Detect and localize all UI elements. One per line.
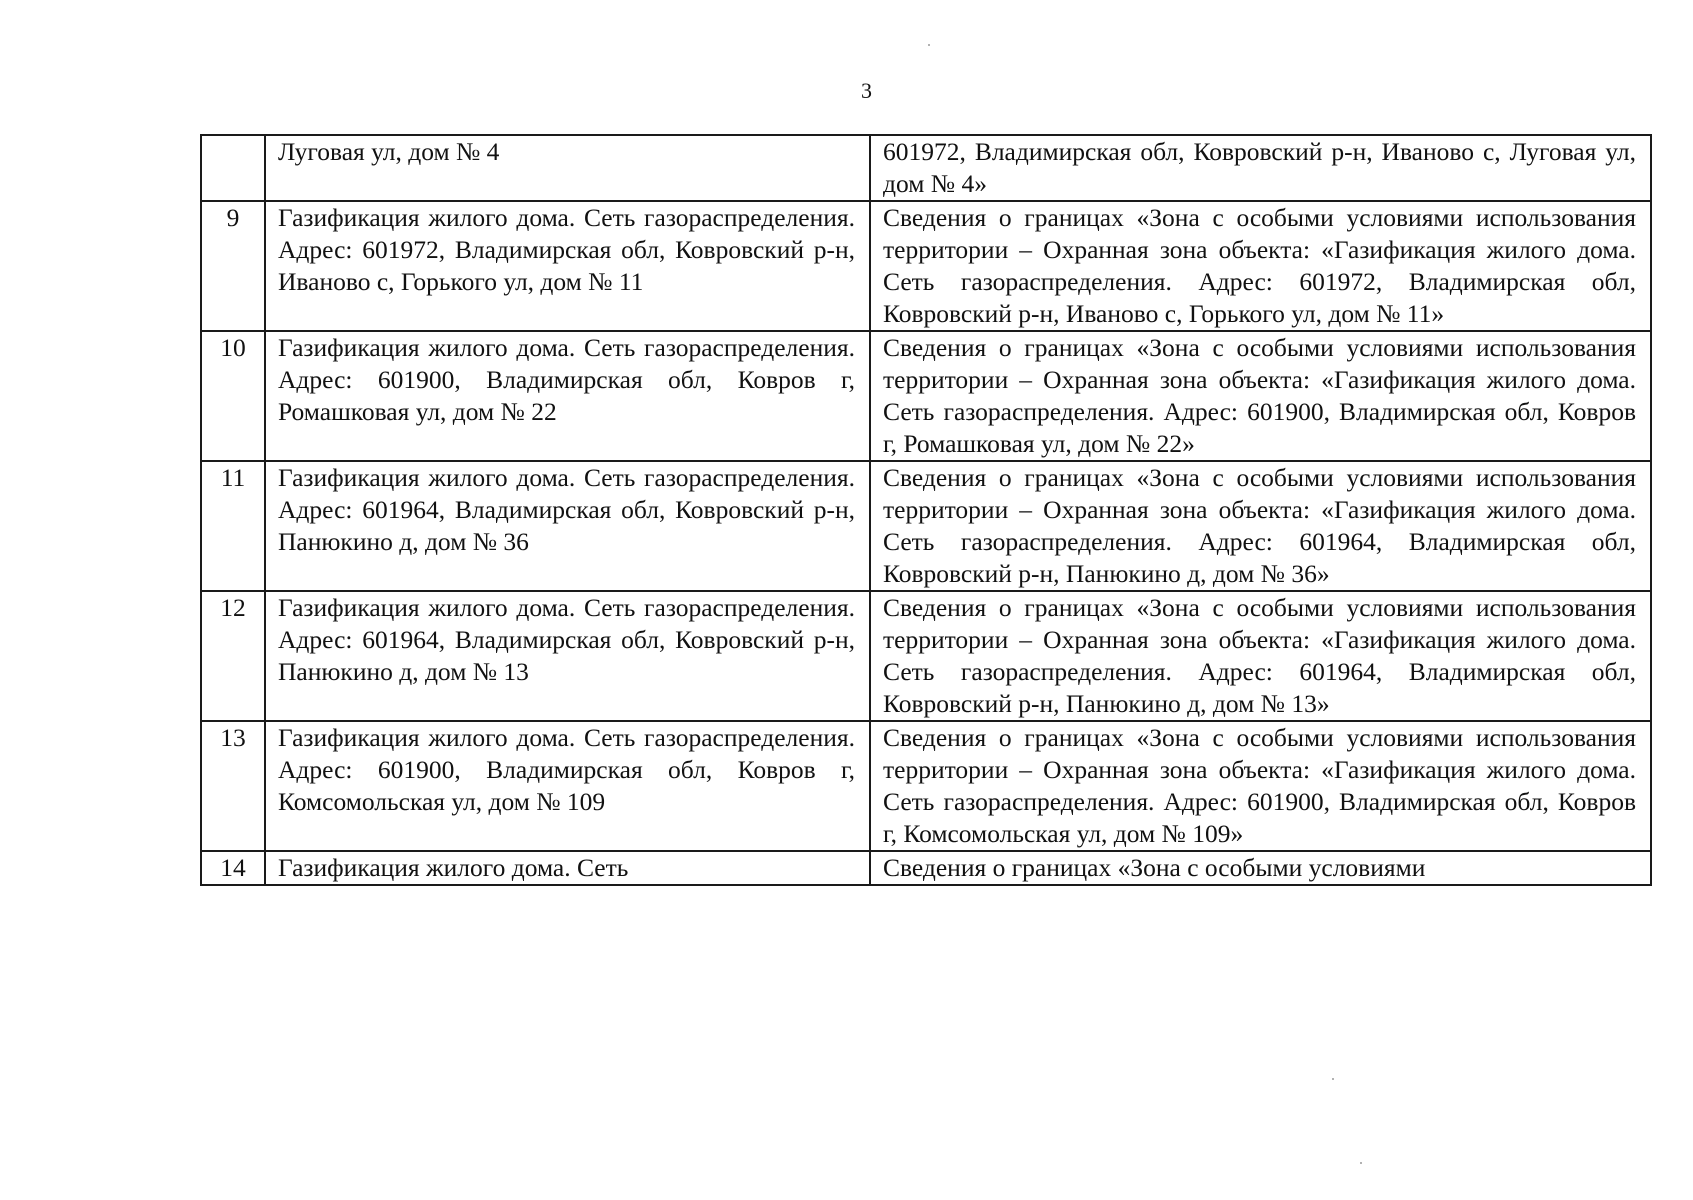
table-row [201, 331, 1651, 461]
page-number: 3 [861, 78, 872, 103]
zone-info-cell: 601972, Владимирская обл, Ковровский р-н, Иваново с, Луговая ул, дом № 4» [870, 135, 1651, 201]
table-row [201, 201, 1651, 331]
row-number-cell: 10 [201, 331, 265, 461]
zones-table [200, 134, 1652, 886]
table-row [201, 721, 1651, 851]
row-number-cell: 12 [201, 591, 265, 721]
table-row [201, 135, 1651, 201]
scan-speck [1332, 1078, 1334, 1080]
row-number-cell: 14 [201, 851, 265, 885]
row-number-cell: 11 [201, 461, 265, 591]
table-row [201, 461, 1651, 591]
zone-info-cell: Сведения о границах «Зона с особыми условиями использования территории – Охранная зона объекта: «Газификация жилого дома. Сеть газораспределения. Адрес: 601964, Владимирская обл, Ковровский р-н, Панюкино д, дом № 36» [870, 461, 1651, 591]
object-cell: Луговая ул, дом № 4 [265, 135, 870, 201]
object-cell: Газификация жилого дома. Сеть газораспределения. Адрес: 601900, Владимирская обл, Ковров г, Комсомольская ул, дом № 109 [265, 721, 870, 851]
table-row [201, 851, 1651, 885]
object-cell: Газификация жилого дома. Сеть газораспределения. Адрес: 601964, Владимирская обл, Ковровский р-н, Панюкино д, дом № 13 [265, 591, 870, 721]
row-number-cell [201, 135, 265, 201]
table-row [201, 591, 1651, 721]
zone-info-cell: Сведения о границах «Зона с особыми условиями использования территории – Охранная зона объекта: «Газификация жилого дома. Сеть газораспределения. Адрес: 601964, Владимирская обл, Ковровский р-н, Панюкино д, дом № 13» [870, 591, 1651, 721]
zone-info-cell: Сведения о границах «Зона с особыми условиями [870, 851, 1651, 885]
zone-info-cell: Сведения о границах «Зона с особыми условиями использования территории – Охранная зона объекта: «Газификация жилого дома. Сеть газораспределения. Адрес: 601900, Владимирская обл, Ковров г, Ромашковая ул, дом № 22» [870, 331, 1651, 461]
zone-info-cell: Сведения о границах «Зона с особыми условиями использования территории – Охранная зона объекта: «Газификация жилого дома. Сеть газораспределения. Адрес: 601972, Владимирская обл, Ковровский р-н, Иваново с, Горького ул, дом № 11» [870, 201, 1651, 331]
row-number-cell: 9 [201, 201, 265, 331]
zone-info-cell: Сведения о границах «Зона с особыми условиями использования территории – Охранная зона объекта: «Газификация жилого дома. Сеть газораспределения. Адрес: 601900, Владимирская обл, Ковров г, Комсомольская ул, дом № 109» [870, 721, 1651, 851]
object-cell: Газификация жилого дома. Сеть [265, 851, 870, 885]
row-number-cell: 13 [201, 721, 265, 851]
object-cell: Газификация жилого дома. Сеть газораспределения. Адрес: 601972, Владимирская обл, Ковровский р-н, Иваново с, Горького ул, дом № 11 [265, 201, 870, 331]
scan-speck [1360, 1162, 1362, 1164]
scan-speck [928, 44, 930, 46]
object-cell: Газификация жилого дома. Сеть газораспределения. Адрес: 601964, Владимирская обл, Ковровский р-н, Панюкино д, дом № 36 [265, 461, 870, 591]
object-cell: Газификация жилого дома. Сеть газораспределения. Адрес: 601900, Владимирская обл, Ковров г, Ромашковая ул, дом № 22 [265, 331, 870, 461]
